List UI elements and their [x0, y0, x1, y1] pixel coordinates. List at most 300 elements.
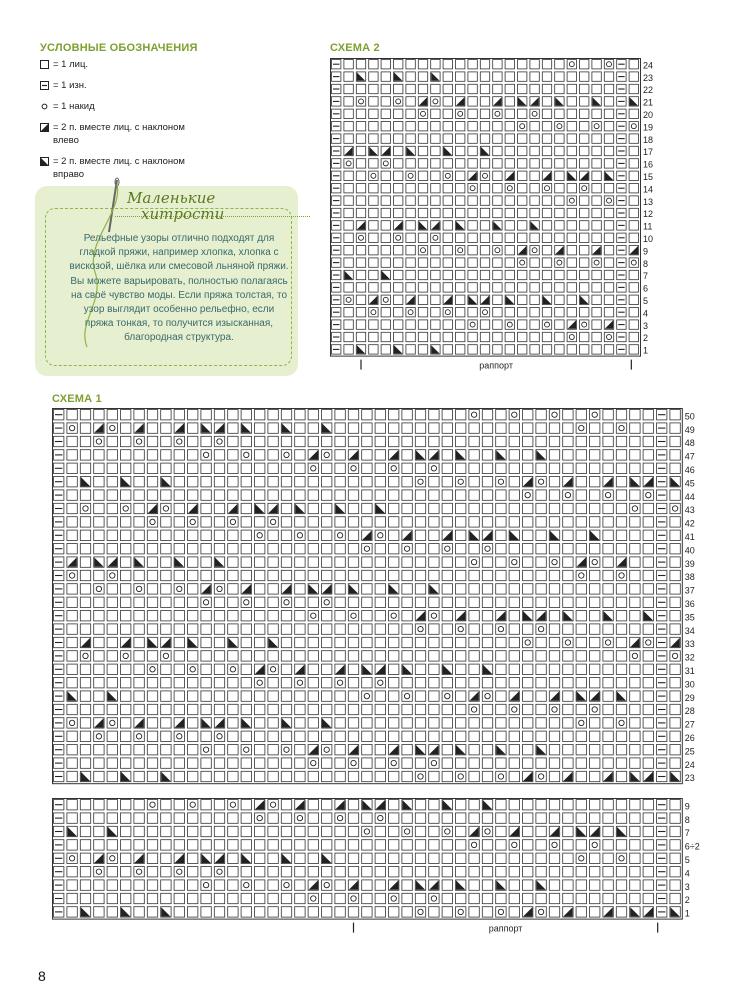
chart-cell: [456, 477, 466, 487]
chart-cell: [344, 184, 353, 193]
chart-cell: [630, 637, 640, 647]
chart-cell: [107, 813, 117, 823]
chart-cell: [134, 477, 144, 487]
chart-cell: [67, 624, 77, 634]
chart-cell: [389, 423, 399, 433]
chart-cell: [603, 436, 613, 446]
chart-cell: [670, 490, 680, 500]
chart-cell: [161, 490, 171, 500]
chart-cell: [670, 771, 680, 781]
row-number: 7: [684, 828, 690, 839]
chart-cell: [469, 463, 479, 473]
chart-cell: [518, 159, 527, 168]
chart-cell: [356, 283, 365, 292]
chart-cell: [505, 146, 514, 155]
chart-cell: [670, 584, 680, 594]
chart-cell: [657, 651, 667, 661]
chart-cell: [255, 436, 265, 446]
chart-cell: [657, 758, 667, 768]
chart-cell: [67, 813, 77, 823]
chart-cell: [255, 410, 265, 420]
chart-cell: [518, 233, 527, 242]
chart-cell: [555, 84, 564, 93]
chart-cell: [590, 530, 600, 540]
chart-cell: [542, 270, 551, 279]
chart-cell: [549, 813, 559, 823]
chart-cell: [576, 570, 586, 580]
chart-cell: [616, 704, 626, 714]
chart-cell: [406, 184, 415, 193]
chart-cell: [67, 477, 77, 487]
tip-title-line-2: хитрости: [141, 205, 225, 223]
chart-cell: [344, 221, 353, 230]
chart-cell: [616, 853, 626, 863]
chart-cell: [174, 530, 184, 540]
chart-cell: [509, 771, 519, 781]
chart-cell: [295, 826, 305, 836]
chart-cell: [670, 907, 680, 917]
chart-cell: [443, 283, 452, 292]
chart-cell: [657, 611, 667, 621]
chart-cell: [480, 159, 489, 168]
chart-cell: [469, 691, 479, 701]
chart-cell: [107, 826, 117, 836]
chart-cell: [493, 159, 502, 168]
chart-cell: [496, 745, 506, 755]
chart-cell: [482, 664, 492, 674]
chart-cell: [241, 745, 251, 755]
chart-cell: [456, 597, 466, 607]
chart-cell: [549, 503, 559, 513]
chart-cell: [603, 826, 613, 836]
chart-cell: [356, 246, 365, 255]
chart-cell: [442, 745, 452, 755]
chart-cell: [147, 691, 157, 701]
chart-cell: [482, 718, 492, 728]
chart-cell: [482, 477, 492, 487]
chart-cell: [362, 678, 372, 688]
row-number: 17: [643, 147, 654, 158]
chart-cell: [469, 651, 479, 661]
chart-cell: [418, 221, 427, 230]
chart-cell: [530, 84, 539, 93]
chart-cell: [468, 208, 477, 217]
chart-cell: [147, 893, 157, 903]
chart-cell: [443, 308, 452, 317]
chart-cell: [362, 758, 372, 768]
chart-cell: [603, 678, 613, 688]
chart-cell: [549, 907, 559, 917]
chart-cell: [509, 530, 519, 540]
chart-cell: [643, 477, 653, 487]
chart-cell: [592, 97, 601, 106]
chart-cell: [442, 597, 452, 607]
chart-cell: [630, 450, 640, 460]
chart-cell: [322, 503, 332, 513]
row-number: 40: [684, 545, 695, 556]
chart-cell: [592, 134, 601, 143]
chart-cell: [468, 295, 477, 304]
chart-cell: [344, 134, 353, 143]
chart-cell: [482, 611, 492, 621]
chart-cell: [468, 308, 477, 317]
chart-cell: [332, 295, 341, 304]
chart-cell: [456, 651, 466, 661]
chart-cell: [509, 758, 519, 768]
chart-cell: [332, 320, 341, 329]
chart-cell: [603, 463, 613, 473]
chart-cell: [480, 233, 489, 242]
chart-cell: [308, 771, 318, 781]
chart-cell: [241, 813, 251, 823]
chart-cell: [147, 813, 157, 823]
chart-cell: [188, 624, 198, 634]
chart-cell: [281, 477, 291, 487]
chart-cell: [348, 800, 358, 810]
chart-cell: [228, 637, 238, 647]
chart-cell: [443, 246, 452, 255]
chart-cell: [322, 530, 332, 540]
chart-cell: [121, 410, 131, 420]
chart-cell: [496, 691, 506, 701]
chart-cell: [121, 813, 131, 823]
chart-cell: [442, 436, 452, 446]
chart-cell: [657, 745, 667, 755]
chart-cell: [563, 771, 573, 781]
chart-cell: [592, 159, 601, 168]
chart-cell: [295, 800, 305, 810]
chart-cell: [431, 97, 440, 106]
chart-cell: [188, 503, 198, 513]
chart-cell: [542, 146, 551, 155]
chart-cell: [67, 436, 77, 446]
chart-cell: [94, 517, 104, 527]
chart-cell: [80, 678, 90, 688]
chart-cell: [188, 450, 198, 460]
chart-cell: [415, 704, 425, 714]
chart-cell: [576, 826, 586, 836]
chart-cell: [255, 557, 265, 567]
chart-cell: [322, 800, 332, 810]
chart-cell: [381, 184, 390, 193]
chart-cell: [536, 624, 546, 634]
chart-cell: [469, 584, 479, 594]
chart-cell: [670, 544, 680, 554]
chart-cell: [67, 570, 77, 580]
chart-cell: [536, 731, 546, 741]
chart-cell: [592, 233, 601, 242]
chart-cell: [335, 450, 345, 460]
chart-cell: [369, 270, 378, 279]
chart-cell: [670, 745, 680, 755]
chart-cell: [295, 450, 305, 460]
chart-cell: [482, 704, 492, 714]
chart-cell: [480, 270, 489, 279]
chart-cell: [468, 332, 477, 341]
scheme2-title: СХЕМА 2: [330, 42, 380, 54]
chart-cell: [496, 611, 506, 621]
chart-cell: [443, 109, 452, 118]
chart-cell: [580, 320, 589, 329]
chart-cell: [161, 624, 171, 634]
chart-cell: [429, 450, 439, 460]
chart-cell: [590, 410, 600, 420]
chart-cell: [670, 436, 680, 446]
chart-cell: [456, 72, 465, 81]
chart-cell: [107, 691, 117, 701]
row-number: 50: [684, 411, 695, 422]
chart-cell: [518, 196, 527, 205]
chart-cell: [402, 450, 412, 460]
chart-cell: [629, 171, 638, 180]
chart-cell: [418, 208, 427, 217]
chart-cell: [536, 570, 546, 580]
chart-cell: [563, 853, 573, 863]
chart-cell: [80, 517, 90, 527]
chart-cell: [348, 880, 358, 890]
chart-cell: [308, 530, 318, 540]
chart-cell: [456, 718, 466, 728]
chart-cell: [493, 221, 502, 230]
chart-cell: [322, 664, 332, 674]
chart-cell: [228, 597, 238, 607]
chart-cell: [228, 463, 238, 473]
chart-cell: [493, 320, 502, 329]
chart-cell: [468, 171, 477, 180]
chart-cell: [67, 704, 77, 714]
row-number: 28: [684, 706, 695, 717]
chart-cell: [456, 109, 465, 118]
chart-cell: [381, 246, 390, 255]
chart-cell: [214, 704, 224, 714]
chart-cell: [643, 490, 653, 500]
chart-cell: [107, 718, 117, 728]
chart-cell: [67, 410, 77, 420]
chart-cell: [629, 134, 638, 143]
chart-cell: [604, 159, 613, 168]
chart-cell: [616, 651, 626, 661]
chart-cell: [617, 60, 626, 69]
chart-cell: [505, 159, 514, 168]
chart-cell: [322, 517, 332, 527]
chart-cell: [415, 490, 425, 500]
chart-cell: [268, 840, 278, 850]
chart-cell: [603, 907, 613, 917]
chart-cell: [590, 611, 600, 621]
chart-cell: [590, 745, 600, 755]
chart-cell: [268, 664, 278, 674]
chart-cell: [630, 731, 640, 741]
chart-cell: [188, 530, 198, 540]
chart-cell: [322, 880, 332, 890]
chart-cell: [468, 184, 477, 193]
chart-cell: [322, 826, 332, 836]
chart-cell: [629, 320, 638, 329]
chart-cell: [643, 840, 653, 850]
row-number: 20: [643, 110, 654, 120]
chart-cell: [431, 320, 440, 329]
chart-cell: [563, 570, 573, 580]
chart-cell: [188, 826, 198, 836]
chart-cell: [67, 664, 77, 674]
chart-cell: [480, 122, 489, 131]
chart-cell: [381, 283, 390, 292]
chart-cell: [201, 611, 211, 621]
chart-cell: [375, 611, 385, 621]
chart-cell: [335, 651, 345, 661]
chart-cell: [188, 678, 198, 688]
chart-cell: [362, 867, 372, 877]
chart-cell: [375, 637, 385, 647]
chart-cell: [431, 184, 440, 193]
chart-cell: [80, 557, 90, 567]
chart-cell: [630, 691, 640, 701]
chart-cell: [394, 134, 403, 143]
chart-cell: [643, 893, 653, 903]
chart-cell: [617, 97, 626, 106]
chart-cell: [643, 570, 653, 580]
chart-cell: [670, 853, 680, 863]
chart-cell: [530, 233, 539, 242]
chart-cell: [201, 840, 211, 850]
chart-cell: [482, 651, 492, 661]
chart-cell: [161, 758, 171, 768]
chart-cell: [134, 463, 144, 473]
chart-cell: [80, 463, 90, 473]
chart-cell: [228, 867, 238, 877]
chart-cell: [536, 517, 546, 527]
chart-cell: [174, 463, 184, 473]
chart-cell: [375, 423, 385, 433]
chart-cell: [629, 72, 638, 81]
chart-cell: [188, 570, 198, 580]
chart-cell: [134, 530, 144, 540]
chart-cell: [616, 867, 626, 877]
chart-cell: [107, 584, 117, 594]
chart-cell: [616, 463, 626, 473]
chart-cell: [375, 477, 385, 487]
chart-cell: [375, 867, 385, 877]
chart-cell: [442, 530, 452, 540]
chart-cell: [356, 345, 365, 354]
chart-cell: [255, 597, 265, 607]
chart-cell: [563, 704, 573, 714]
chart-cell: [174, 907, 184, 917]
chart-cell: [592, 60, 601, 69]
chart-cell: [147, 530, 157, 540]
chart-cell: [616, 800, 626, 810]
chart-cell: [630, 678, 640, 688]
chart-cell: [389, 436, 399, 446]
chart-cell: [630, 853, 640, 863]
chart-cell: [80, 718, 90, 728]
chart-cell: [468, 270, 477, 279]
chart-cell: [493, 233, 502, 242]
chart-cell: [94, 704, 104, 714]
chart-cell: [94, 853, 104, 863]
chart-cell: [630, 477, 640, 487]
chart-cell: [563, 597, 573, 607]
chart-cell: [268, 570, 278, 580]
chart-cell: [603, 771, 613, 781]
chart-cell: [468, 283, 477, 292]
chart-cell: [590, 584, 600, 594]
chart-cell: [348, 771, 358, 781]
chart-cell: [322, 651, 332, 661]
chart-cell: [161, 611, 171, 621]
chart-cell: [201, 691, 211, 701]
chart-cell: [442, 907, 452, 917]
chart-cell: [617, 320, 626, 329]
chart-cell: [228, 490, 238, 500]
chart-cell: [188, 813, 198, 823]
chart-cell: [431, 295, 440, 304]
chart-cell: [268, 826, 278, 836]
chart-cell: [228, 664, 238, 674]
chart-cell: [456, 745, 466, 755]
chart-cell: [443, 221, 452, 230]
chart-cell: [348, 450, 358, 460]
chart-cell: [121, 731, 131, 741]
chart-cell: [94, 771, 104, 781]
chart-cell: [402, 664, 412, 674]
chart-cell: [94, 826, 104, 836]
chart-cell: [415, 691, 425, 701]
chart-cell: [617, 345, 626, 354]
chart-cell: [670, 477, 680, 487]
chart-cell: [576, 853, 586, 863]
chart-cell: [576, 718, 586, 728]
chart-cell: [629, 246, 638, 255]
chart-cell: [643, 771, 653, 781]
chart-cell: [107, 867, 117, 877]
chart-cell: [657, 731, 667, 741]
chart-cell: [344, 60, 353, 69]
chart-cell: [402, 771, 412, 781]
chart-cell: [335, 436, 345, 446]
chart-cell: [174, 745, 184, 755]
chart-cell: [295, 517, 305, 527]
chart-cell: [161, 826, 171, 836]
chart-cell: [107, 611, 117, 621]
chart-cell: [493, 283, 502, 292]
chart-cell: [121, 745, 131, 755]
chart-cell: [94, 867, 104, 877]
chart-cell: [308, 597, 318, 607]
chart-cell: [335, 800, 345, 810]
chart-cell: [375, 503, 385, 513]
chart-cell: [362, 664, 372, 674]
chart-cell: [295, 771, 305, 781]
chart-cell: [567, 233, 576, 242]
chart-cell: [563, 840, 573, 850]
chart-cell: [604, 320, 613, 329]
chart-cell: [563, 867, 573, 877]
chart-cell: [134, 611, 144, 621]
chart-cell: [617, 109, 626, 118]
chart-cell: [523, 678, 533, 688]
chart-cell: [590, 893, 600, 903]
chart-cell: [107, 758, 117, 768]
chart-cell: [394, 171, 403, 180]
chart-cell: [443, 270, 452, 279]
chart-cell: [362, 530, 372, 540]
chart-cell: [332, 171, 341, 180]
chart-cell: [402, 840, 412, 850]
chart-cell: [228, 745, 238, 755]
chart-cell: [576, 637, 586, 647]
row-number: 46: [684, 465, 695, 475]
